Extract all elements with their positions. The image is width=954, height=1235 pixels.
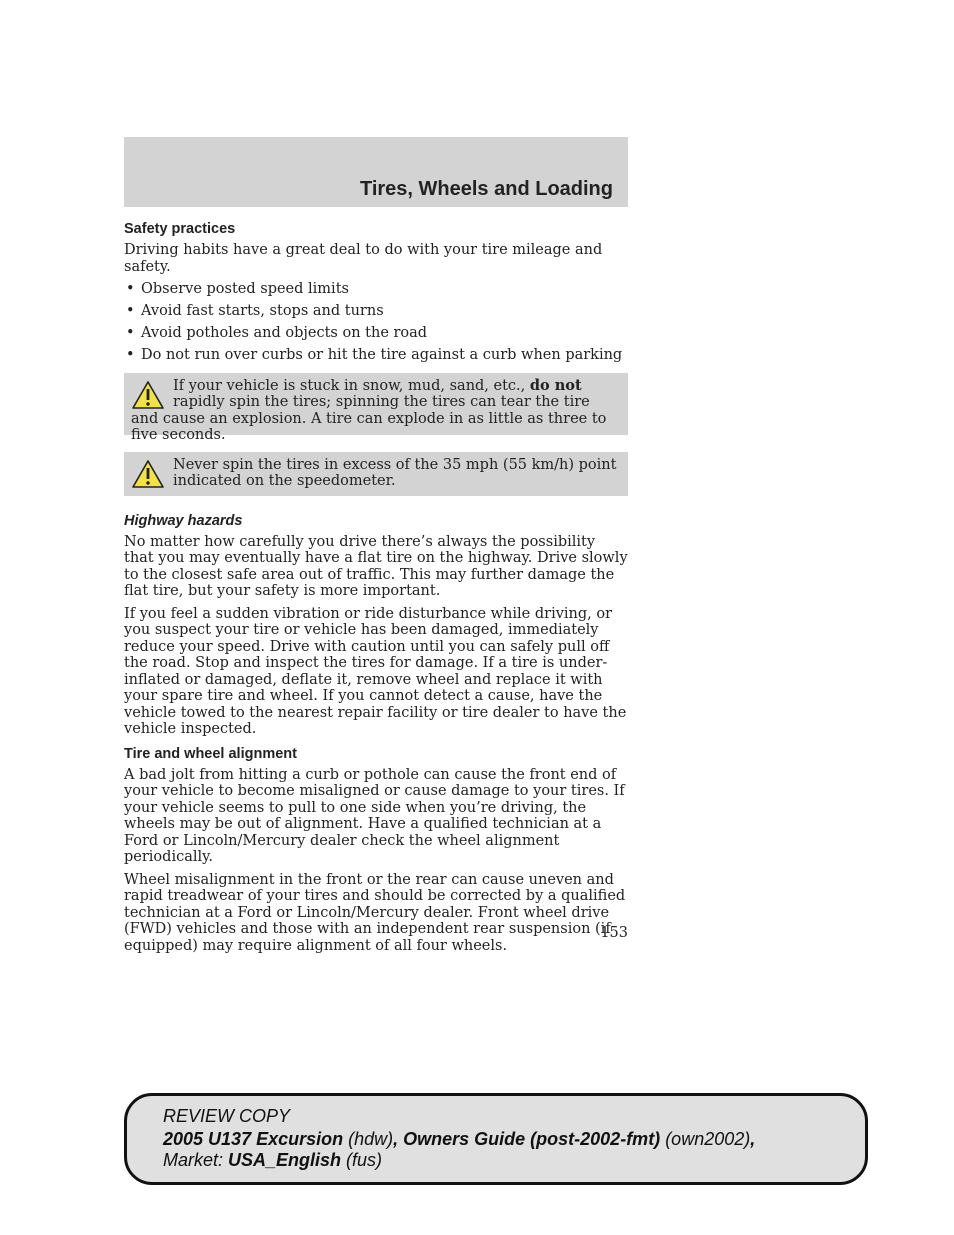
highway-paragraph-1: No matter how carefully you drive there’s always the possibility that you may eventually have a flat tire on the highway. Drive slowly to the closest safe area out of traffic. This may further damage the flat tire, but your safety is more important. — [124, 533, 628, 599]
review-copy-label: REVIEW COPY — [163, 1106, 291, 1126]
review-copy-footer — [124, 1093, 868, 1185]
footer-market-line — [163, 1150, 382, 1170]
footer-model-line: 2005 U137 Excursion (hdw), Owners Guide (post-2002-fmt) (own2002), — [163, 1129, 756, 1149]
footer-market-label: Market: — [163, 1150, 229, 1170]
footer-market: USA_English — [228, 1150, 342, 1170]
safety-practices-heading: Safety practices — [124, 221, 236, 237]
section-title: Tires, Wheels and Loading — [359, 178, 613, 200]
footer-guide: Owners Guide (post-2002-fmt) — [403, 1129, 661, 1149]
warning-text: Never spin the tires in excess of the 35 mph (55 km/h) point indicated on the speedometer. — [173, 456, 617, 489]
warning-text-post: rapidly spin the tires; spinning the tires can tear the tire and cause an explosion. A tire can explode in as little as three to five seconds. — [131, 394, 607, 443]
safety-bullet-list — [124, 281, 628, 364]
warning-box-speed — [124, 452, 628, 496]
section-header-band — [124, 137, 628, 207]
bullet-glyph: • — [126, 347, 135, 363]
alignment-paragraph-1: A bad jolt from hitting a curb or pothole can cause the front end of your vehicle to become misaligned or cause damage to your tires. If your vehicle seems to pull to one side when you’re driving, the wheels may be out of alignment. Have a qualified technician at a Ford or Lincoln/Mercury dealer check the wheel alignment periodically. — [124, 766, 625, 865]
footer-guide-code: (own2002) — [660, 1129, 751, 1149]
list-item: • Avoid potholes and objects on the road — [126, 325, 428, 341]
highway-paragraph-2: If you feel a sudden vibration or ride disturbance while driving, or you suspect your tire or vehicle has been damaged, immediately reduce your speed. Drive with caution until you can safely pull off the road. Stop and inspect the tires for damage. If a tire is under-inflated or damaged, deflate it, remove wheel and replace it with your spare tire and wheel. If you cannot detect a cause, have the vehicle towed to the nearest repair facility or tire dealer to have the vehicle inspected. — [124, 605, 627, 737]
highway-hazards-heading: Highway hazards — [124, 512, 243, 529]
list-item: • Observe posted speed limits — [126, 281, 349, 297]
warning-text-bold: do not — [529, 376, 582, 394]
alignment-paragraph-2: Wheel misalignment in the front or the rear can cause uneven and rapid treadwear of your tires and should be corrected by a qualified technician at a Ford or Lincoln/Mercury dealer. Front wheel drive (FWD) vehicles and those with an independent rear suspension (if equipped) may require alignment of all four wheels. — [124, 871, 626, 954]
bullet-glyph: • — [126, 281, 135, 297]
footer-model-code: (hdw) — [343, 1129, 394, 1149]
warning-triangle-icon — [131, 459, 165, 489]
alignment-heading: Tire and wheel alignment — [124, 745, 297, 762]
warning-box-spin — [124, 373, 628, 443]
footer-model: 2005 U137 Excursion — [163, 1129, 344, 1149]
page-number: 153 — [600, 925, 628, 941]
bullet-glyph: • — [126, 325, 135, 341]
list-item: • Do not run over curbs or hit the tire against a curb when parking — [126, 347, 623, 363]
list-item: • Avoid fast starts, stops and turns — [126, 303, 384, 319]
page-content — [124, 218, 628, 960]
bullet-glyph: • — [126, 303, 135, 319]
safety-intro: Driving habits have a great deal to do with your tire mileage and safety. — [124, 242, 603, 275]
warning-text-pre: If your vehicle is stuck in snow, mud, sand, etc., — [173, 377, 530, 394]
warning-triangle-icon — [131, 380, 165, 410]
footer-market-code: (fus) — [341, 1150, 383, 1170]
